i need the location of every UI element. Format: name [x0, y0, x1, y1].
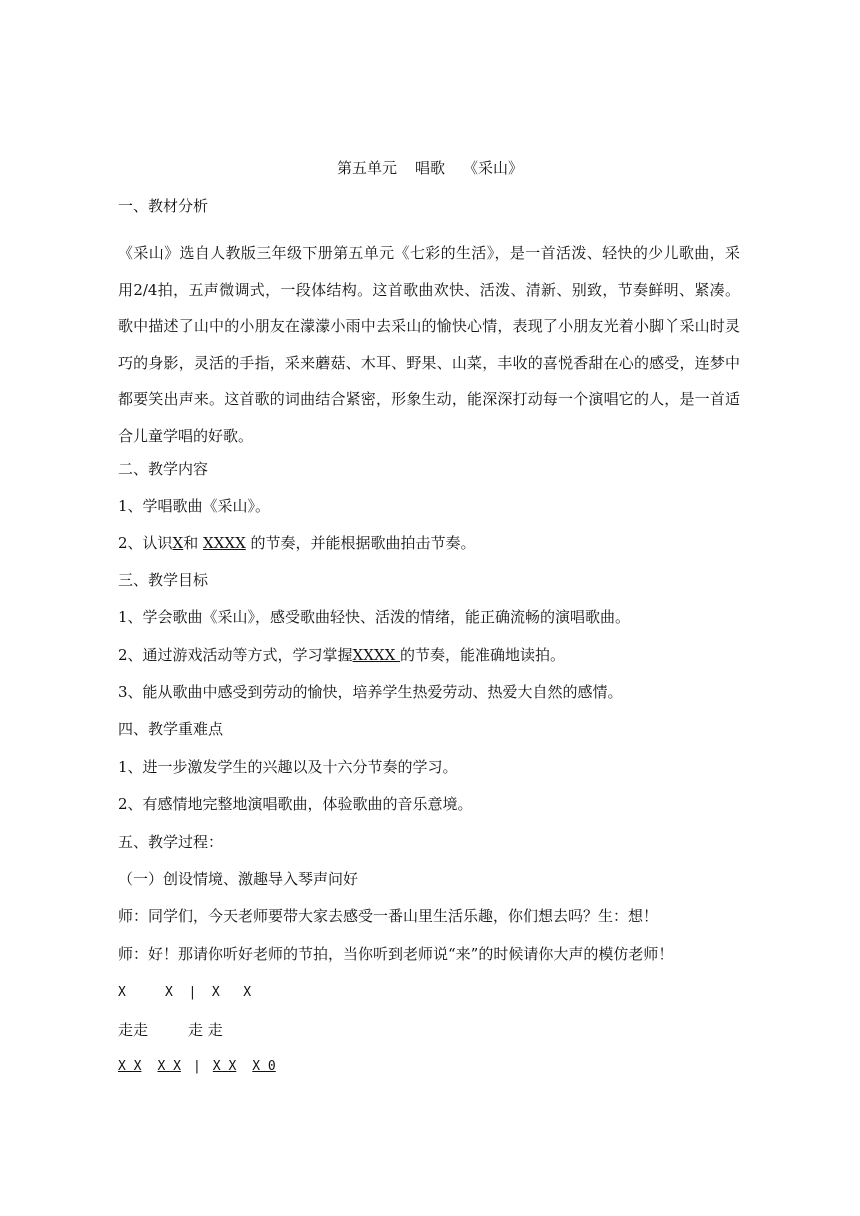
section-heading-content: 二、教学内容: [118, 460, 209, 478]
bar-line: |: [192, 1059, 201, 1074]
content-item-2: 2、认识X和 XXXX 的节奏，并能根据歌曲拍击节奏。: [118, 534, 476, 552]
analysis-paragraph: 《采山》选自人教版三年级下册第五单元《七彩的生活》，是一首活泼、轻快的少儿歌曲，采用2/4拍，五声微调式，一段体结构。这首歌曲欢快、活泼、清新、别致，节奏鲜明、紧凑。歌中描述了山中的小朋友在濛濛小雨中去采山的愉快心情，表现了小朋友光着小脚丫采山时灵巧的身影，灵活的手指，采来蘑菇、木耳、野果、山菜，丰收的喜悦香甜在心的感受，连梦中都要笑出声来。这首歌的词曲结合紧密，形象生动，能深深打动每一个演唱它的人，是一首适合儿童学唱的好歌。: [118, 244, 740, 445]
title-unit: 第五单元: [336, 159, 397, 177]
rhythm-line-1: X X | X X: [118, 985, 252, 1000]
rhythm-xxxx: XXXX: [203, 534, 246, 552]
process-subheading-1: （一）创设情境、激趣导入琴声问好: [118, 870, 359, 888]
goal-item-3: 3、能从歌曲中感受到劳动的愉快，培养学生热爱劳动、热爱大自然的感情。: [118, 683, 623, 701]
title-song: 《采山》: [463, 159, 524, 177]
key-point-item-2: 2、有感情地完整地演唱歌曲，体验歌曲的音乐意境。: [118, 795, 473, 813]
document-title: [0, 158, 860, 178]
section-heading-process: 五、教学过程：: [118, 833, 224, 851]
goal-item-2: 2、通过游戏活动等方式，学习掌握XXXX 的节奏，能准确地读拍。: [118, 646, 566, 664]
rhythm-beat-2: X X: [157, 1059, 181, 1074]
rhythm-beat-1: X X: [118, 1059, 142, 1074]
content-item-1: 1、学唱歌曲《采山》。: [118, 497, 271, 515]
section-heading-key-points: 四、教学重难点: [118, 720, 224, 738]
key-point-item-1: 1、进一步激发学生的兴趣以及十六分节奏的学习。: [118, 758, 458, 776]
rhythm-beat-3: X X: [212, 1059, 237, 1074]
goal-item-1: 1、学会歌曲《采山》，感受歌曲轻快、活泼的情绪，能正确流畅的演唱歌曲。: [118, 608, 631, 626]
lyrics-line-1: 走走 走 走: [118, 1021, 223, 1039]
rhythm-line-2: [118, 1057, 738, 1077]
rhythm-beat-4: X 0: [252, 1059, 276, 1074]
section-heading-goals: 三、教学目标: [118, 571, 209, 589]
process-dialogue-1: 师：同学们，今天老师要带大家去感受一番山里生活乐趣，你们想去吗？生：想！: [118, 907, 659, 925]
rhythm-xxxx-goal: XXXX: [352, 646, 401, 664]
title-type: 唱歌: [414, 159, 445, 177]
process-dialogue-2: 师：好！那请你听好老师的节拍，当你听到老师说“来”的时候请你大声的模仿老师！: [118, 945, 674, 963]
rhythm-x: X: [172, 534, 184, 552]
section-heading-analysis: 一、教材分析: [118, 197, 209, 215]
